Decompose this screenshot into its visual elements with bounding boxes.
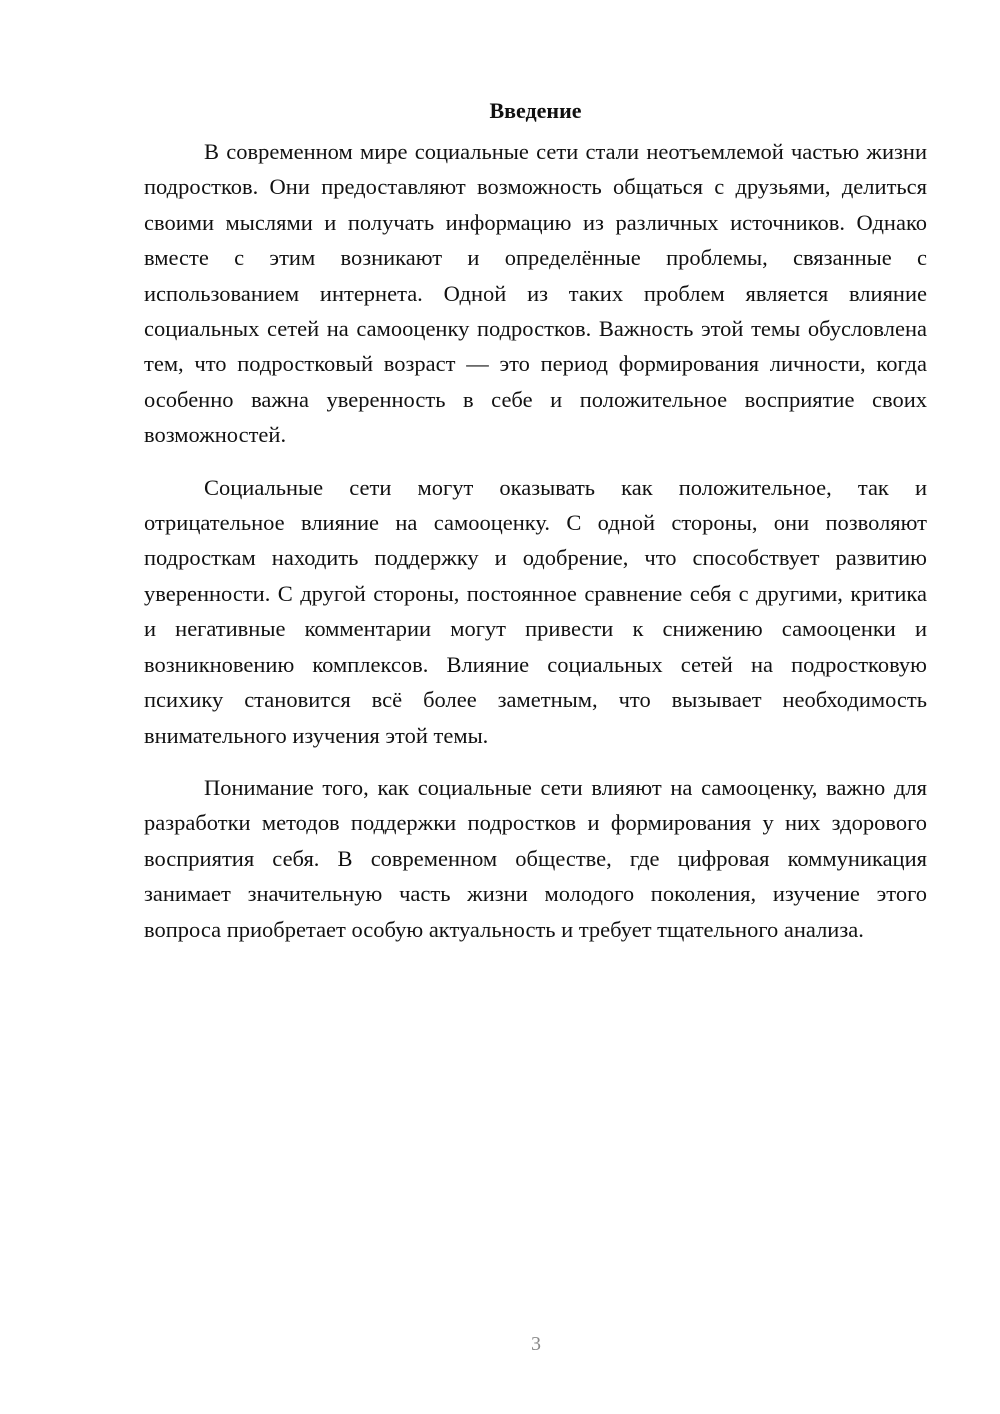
section-heading: Введение [489,98,582,123]
paragraph-1: В современном мире социальные сети стали неотъемлемой частью жизни подростков. Они предоставляют возможность общаться с друзьями, делиться своими мыслями и получать информацию из различных источников. Однако вместе с этим возникают и определённые проблемы, связанные с использованием интернета. Одной из таких проблем является влияние социальных сетей на самооценку подростков. Важность этой темы обусловлена тем, что подростковый возраст — это период формирования личности, когда особенно важна уверенность в себе и положительное восприятие своих возможностей. [144,139,927,448]
page-number: 3 [531,1333,541,1355]
paragraph-2: Социальные сети могут оказывать как положительное, так и отрицательное влияние на самооценку. С одной стороны, они позволяют подросткам находить поддержку и одобрение, что способствует развитию уверенности. С другой стороны, постоянное сравнение себя с другими, критика и негативные комментарии могут привести к снижению самооценки и возникновению комплексов. Влияние социальных сетей на подростковую психику становится всё более заметным, что вызывает необходимость внимательного изучения этой темы. [144,474,927,748]
paragraph-3: Понимание того, как социальные сети влияют на самооценку, важно для разработки методов поддержки подростков и формирования у них здорового восприятия себя. В современном обществе, где цифровая коммуникация занимает значительную часть жизни молодого поколения, изучение этого вопроса приобретает особую актуальность и требует тщательного анализа. [144,774,927,942]
page-content [144,96,927,964]
